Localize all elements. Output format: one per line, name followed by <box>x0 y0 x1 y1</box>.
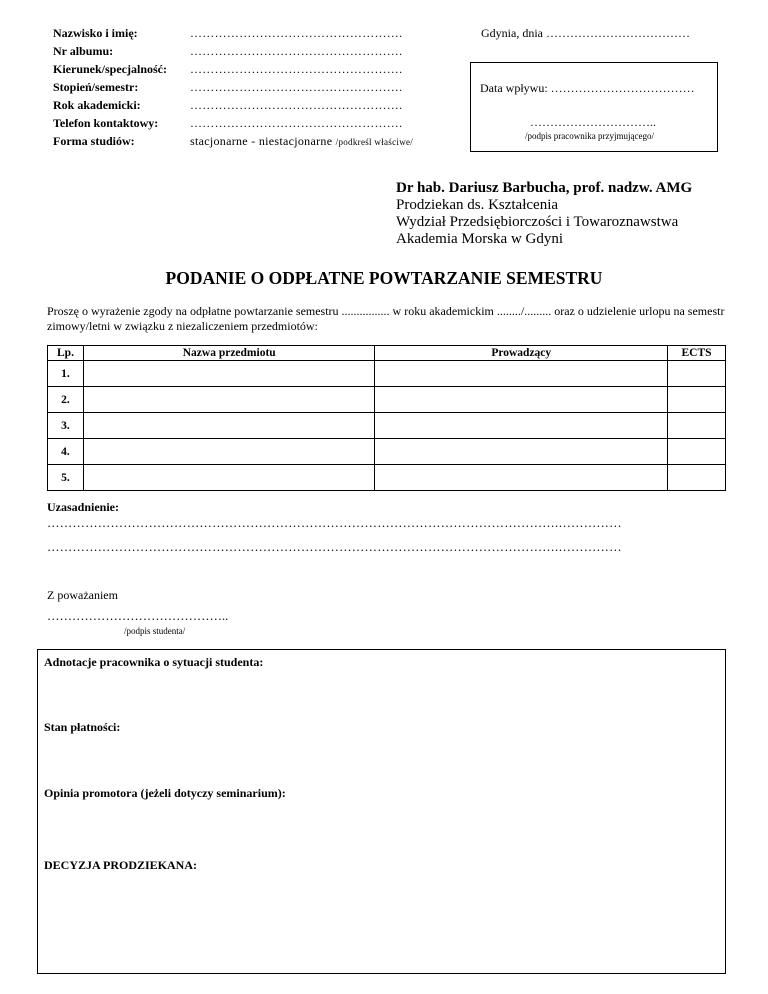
field-of-study-field[interactable]: ……………………………………………. <box>190 62 403 76</box>
subjects-table <box>47 345 726 491</box>
recipient-faculty: Wydział Przedsiębiorczości i Towaroznawstwa <box>396 214 679 230</box>
staff-signature-line[interactable]: ………………………….. <box>530 115 656 129</box>
request-text: Proszę o wyrażenie zgody na odpłatne powtarzanie semestru ................ w roku akademickim ......../......... oraz o udzielenie urlopu na semestr zimowy/letni w związku z niezaliczeniem przedmiotów: <box>47 304 725 333</box>
study-form-label: Forma studiów: <box>53 134 135 148</box>
study-form-options[interactable]: stacjonarne - niestacjonarne <box>190 134 333 148</box>
teacher-cell[interactable] <box>375 439 668 465</box>
ects-cell[interactable] <box>668 413 726 439</box>
subject-name-cell[interactable] <box>83 439 375 465</box>
teacher-cell[interactable] <box>375 361 668 387</box>
student-signature-caption: /podpis studenta/ <box>124 626 186 636</box>
album-number-label: Nr albumu: <box>53 44 114 58</box>
page-title: PODANIE O ODPŁATNE POWTARZANIE SEMESTRU <box>165 268 603 288</box>
teacher-cell[interactable] <box>375 413 668 439</box>
table-row <box>48 413 726 439</box>
header-teacher: Prowadzący <box>375 346 668 361</box>
subject-name-cell[interactable] <box>83 387 375 413</box>
header-subject-name: Nazwa przedmiotu <box>83 346 375 361</box>
degree-semester-field[interactable]: ……………………………………………. <box>190 80 403 94</box>
name-label: Nazwisko i imię: <box>53 26 138 40</box>
album-number-field[interactable]: ……………………………………………. <box>190 44 403 58</box>
receipt-date-field[interactable]: Data wpływu: ……………………………… <box>480 81 695 95</box>
table-row <box>48 361 726 387</box>
annotations-label: Adnotacje pracownika o sytuacji studenta: <box>44 655 264 669</box>
teacher-cell[interactable] <box>375 387 668 413</box>
phone-label: Telefon kontaktowy: <box>53 116 159 130</box>
recipient-position: Prodziekan ds. Kształcenia <box>396 197 559 213</box>
ects-cell[interactable] <box>668 361 726 387</box>
recipient-university: Akademia Morska w Gdyni <box>396 231 564 247</box>
field-of-study-label: Kierunek/specjalność: <box>53 62 167 76</box>
academic-year-label: Rok akademicki: <box>53 98 141 112</box>
supervisor-opinion-label: Opinia promotora (jeżeli dotyczy seminarium): <box>44 786 286 800</box>
dean-decision-label: DECYZJA PRODZIEKANA: <box>44 858 198 872</box>
justification-line-2[interactable]: ………………………………………………………………………………………………………….…………… <box>47 540 622 554</box>
receipt-box <box>470 62 718 152</box>
teacher-cell[interactable] <box>375 465 668 491</box>
student-signature-line[interactable]: …………………………………….. <box>47 609 229 623</box>
staff-signature-caption: /podpis pracownika przyjmującego/ <box>525 131 654 141</box>
phone-field[interactable]: ……………………………………………. <box>190 116 403 130</box>
row-number: 4. <box>48 439 84 465</box>
header-ects: ECTS <box>668 346 726 361</box>
row-number: 1. <box>48 361 84 387</box>
academic-year-field[interactable]: ……………………………………………. <box>190 98 403 112</box>
subject-name-cell[interactable] <box>83 465 375 491</box>
row-number: 3. <box>48 413 84 439</box>
subject-name-cell[interactable] <box>83 361 375 387</box>
regards-text: Z poważaniem <box>47 588 118 602</box>
ects-cell[interactable] <box>668 465 726 491</box>
subject-name-cell[interactable] <box>83 413 375 439</box>
table-row <box>48 465 726 491</box>
ects-cell[interactable] <box>668 439 726 465</box>
table-row <box>48 387 726 413</box>
row-number: 2. <box>48 387 84 413</box>
justification-line-1[interactable]: ………………………………………………………………………………………………………….…………… <box>47 516 622 530</box>
office-notes-box <box>37 649 726 974</box>
justification-label: Uzasadnienie: <box>47 500 119 514</box>
name-field[interactable]: ……………………………………………. <box>190 26 403 40</box>
table-header-row <box>48 346 726 361</box>
table-row <box>48 439 726 465</box>
degree-semester-label: Stopień/semestr: <box>53 80 139 94</box>
city-date-field[interactable]: Gdynia, dnia ……………………………… <box>481 26 690 40</box>
header-lp: Lp. <box>48 346 84 361</box>
recipient-name: Dr hab. Dariusz Barbucha, prof. nadzw. AMG <box>396 180 693 196</box>
row-number: 5. <box>48 465 84 491</box>
study-form-field[interactable] <box>190 134 413 149</box>
ects-cell[interactable] <box>668 387 726 413</box>
payment-status-label: Stan płatności: <box>44 720 121 734</box>
study-form-hint: /podkreśl właściwe/ <box>335 137 414 147</box>
